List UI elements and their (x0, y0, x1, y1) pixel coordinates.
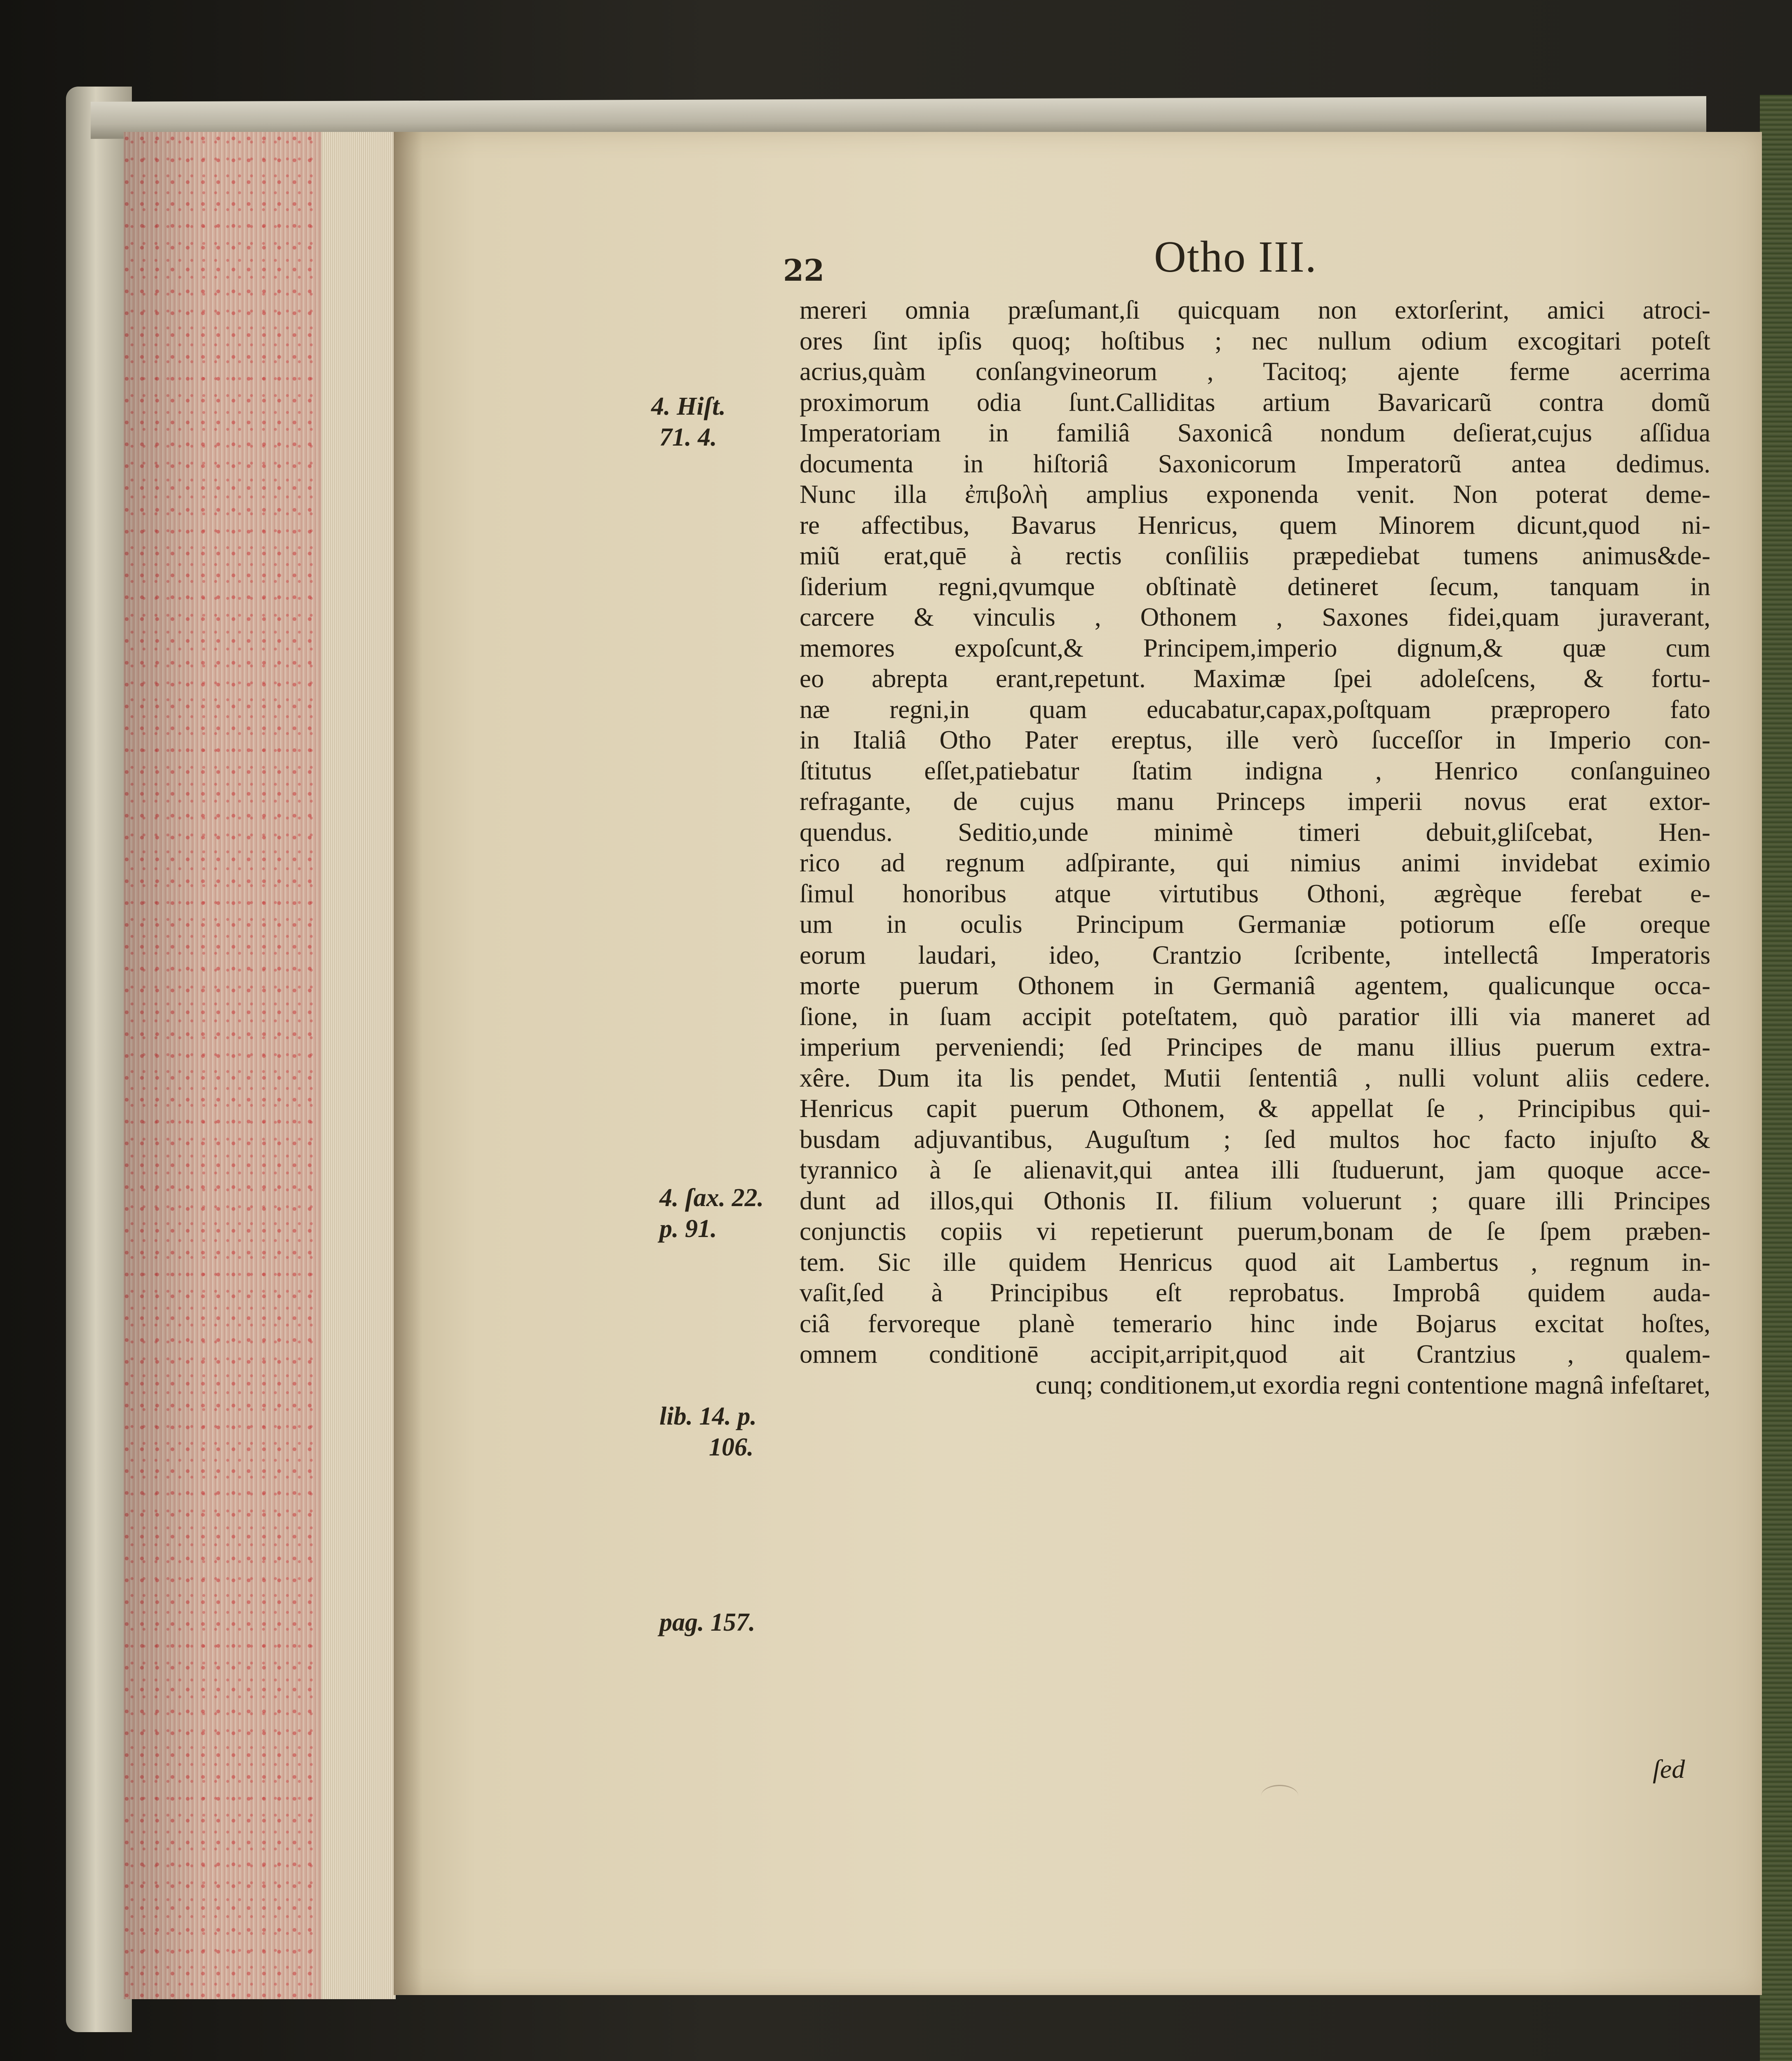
text-line: re affectibus, Bavarus Henricus, quem Minorem dicunt,quod ni- (800, 510, 1710, 540)
text-line: proximorum odia ſunt.Calliditas artium Bavaricarũ contra domũ (800, 387, 1710, 417)
text-line: memores expoſcunt,& Principem,imperio dignum,& quæ cum (800, 633, 1710, 662)
text-line: mereri omnia præſumant,ſi quicquam non extorſerint, amici atroci- (800, 296, 1710, 324)
body-text (800, 295, 1710, 1400)
text-line: næ regni,in quam educabatur,capax,poſtquam præpropero fato (800, 695, 1710, 724)
text-line: miũ erat,quē à rectis conſiliis præpediebat tumens animus&de- (800, 541, 1710, 570)
catchword: ſed (1653, 1754, 1685, 1784)
text-line: tem. Sic ille quidem Henricus quod ait Lambertus , regnum in- (800, 1247, 1710, 1277)
margin-note: pag. 157. (659, 1608, 755, 1636)
page-gutter-shadow (394, 132, 422, 1995)
text-line: um in oculis Principum Germaniæ potiorum eſſe oreque (800, 910, 1710, 939)
text-line: tyrannico à ſe alienavit,qui antea illi ſtuduerunt, jam quoque acce- (800, 1155, 1710, 1184)
text-line: rico ad regnum adſpirante, qui nimius animi invidebat eximio (800, 848, 1710, 877)
text-line: conjunctis copiis vi repetierunt puerum,bonam de ſe ſpem præben- (800, 1217, 1710, 1246)
running-title: Otho III. (1154, 232, 1317, 282)
text-line: vaſit,ſed à Principibus eſt reprobatus. Improbâ quidem auda- (800, 1278, 1710, 1307)
text-line: Nunc illa ἐπιβολὴ amplius exponenda venit. Non poterat deme- (800, 480, 1710, 509)
running-head (0, 232, 1792, 288)
text-line: ſione, in ſuam accipit poteſtatem, quò paratior illi via maneret ad (800, 1002, 1710, 1031)
page-edges-leaves (321, 132, 396, 1999)
text-line: busdam adjuvantibus, Auguſtum ; ſed multos hoc facto injuſto & (800, 1124, 1710, 1154)
text-line: acrius,quàm conſangvineorum , Tacitoq; ajente ferme acerrima (800, 357, 1710, 386)
text-line: carcere & vinculis , Othonem , Saxones fidei,quam juraverant, (800, 603, 1710, 631)
text-line: quendus. Seditio,unde minimè timeri debuit,gliſcebat, Hen- (800, 817, 1710, 847)
text-line: morte puerum Othonem in Germaniâ agentem, qualicunque occa- (800, 971, 1710, 1000)
margin-note: lib. 14. p. (659, 1402, 757, 1430)
margin-note: 71. 4. (659, 423, 717, 451)
text-line: Imperatoriam in familiâ Saxonicâ nondum deſierat,cujus aſſidua (800, 418, 1710, 447)
text-line: in Italiâ Otho Pater ereptus, ille verò ſucceſſor in Imperio con- (800, 725, 1710, 754)
text-line: ſiderium regni,qvumque obſtinatè detineret ſecum, tanquam in (800, 572, 1710, 601)
text-line: eo abrepta erant,repetunt. Maximæ ſpei adoleſcens, & fortu- (800, 664, 1710, 693)
text-line: eorum laudari, ideo, Crantzio ſcribente, intellectâ Imperatoris (800, 940, 1710, 969)
margin-note: p. 91. (659, 1215, 717, 1243)
text-line: ſimul honoribus atque virtutibus Othoni, ægrèque ferebat e- (800, 879, 1710, 908)
page-number: 22 (783, 253, 825, 288)
margin-note: 106. (709, 1433, 754, 1461)
book-cover (66, 87, 132, 2032)
text-line: documenta in hiſtoriâ Saxonicorum Imperatorũ antea dedimus. (800, 449, 1710, 478)
text-line: dunt ad illos,qui Othonis II. filium voluerunt ; quare illi Principes (800, 1186, 1710, 1215)
text-line: ores ſint ipſis quoq; hoſtibus ; nec nullum odium excogitari poteſt (800, 326, 1710, 355)
text-line: cunq; conditionem,ut exordia regni contentione magnâ infeſtaret, (1035, 1370, 1710, 1399)
paper-stain (1261, 1785, 1298, 1807)
text-line: refragante, de cujus manu Princeps imperii novus erat extor- (800, 787, 1710, 816)
margin-note: 4. Hiſt. (651, 392, 726, 420)
text-line: imperium perveniendi; ſed Principes de manu illius puerum extra- (800, 1033, 1710, 1061)
text-line: ſtitutus eſſet,patiebatur ſtatim indigna , Henrico conſanguineo (800, 756, 1710, 785)
binding-cloth (1760, 95, 1792, 2061)
text-line: Henricus capit puerum Othonem, & appellat ſe , Principibus qui- (800, 1094, 1710, 1123)
margin-note: 4. ſax. 22. (659, 1184, 764, 1212)
text-line: ciâ fervoreque planè temerario hinc inde Bojarus excitat hoſtes, (800, 1309, 1710, 1338)
text-line: omnem conditionē accipit,arripit,quod ait Crantzius , qualem- (800, 1340, 1710, 1369)
text-line: xêre. Dum ita lis pendet, Mutii ſententiâ , nulli volunt aliis cedere. (800, 1063, 1710, 1092)
